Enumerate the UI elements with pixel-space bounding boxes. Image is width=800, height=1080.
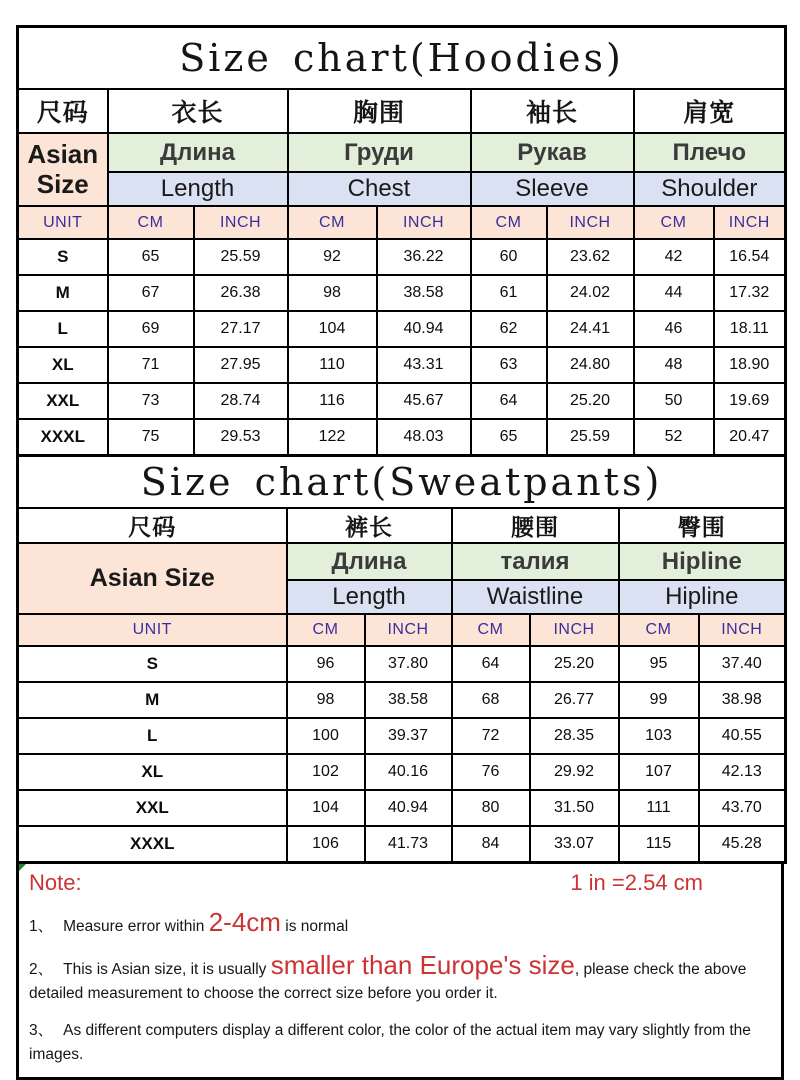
data-cell: 42.13 — [699, 754, 786, 790]
size-chart-page — [16, 25, 784, 1080]
corner-marker-icon — [19, 864, 26, 871]
data-cell: 48.03 — [377, 419, 471, 456]
data-cell: 24.41 — [547, 311, 634, 347]
size-cell: XXXL — [18, 419, 108, 456]
unit-cm-header: CM — [287, 614, 365, 646]
note-item-text: This is Asian size, it is usually — [63, 961, 271, 979]
data-cell: 122 — [288, 419, 377, 456]
data-cell: 25.20 — [530, 646, 619, 682]
data-cell: 25.59 — [547, 419, 634, 456]
column-header-sleeve-en: Sleeve — [471, 172, 634, 206]
column-header-chest-cn: 胸围 — [288, 89, 471, 133]
data-cell: 38.58 — [377, 275, 471, 311]
data-cell: 31.50 — [530, 790, 619, 826]
data-cell: 39.37 — [365, 718, 452, 754]
data-cell: 25.59 — [194, 239, 288, 275]
column-header-length-ru: Длина — [108, 133, 288, 172]
data-cell: 100 — [287, 718, 365, 754]
data-cell: 62 — [471, 311, 547, 347]
column-header-sleeve-cn: 袖长 — [471, 89, 634, 133]
data-cell: 96 — [287, 646, 365, 682]
unit-cm-header: CM — [634, 206, 714, 239]
column-header-shoulder-en: Shoulder — [634, 172, 786, 206]
data-cell: 23.62 — [547, 239, 634, 275]
data-cell: 98 — [288, 275, 377, 311]
data-cell: 60 — [471, 239, 547, 275]
column-header-pantslength-cn: 裤长 — [287, 508, 452, 543]
data-cell: 116 — [288, 383, 377, 419]
note-item-1 — [29, 909, 771, 939]
inch-cm-conversion: 1 in =2.54 cm — [570, 870, 703, 895]
unit-inch-header: INCH — [194, 206, 288, 239]
column-header-chest-ru: Груди — [288, 133, 471, 172]
table-row — [18, 790, 786, 826]
data-cell: 67 — [108, 275, 194, 311]
note-item-text: Measure error within — [63, 918, 209, 935]
note-item-text: As different computers display a different color, the color of the actual item may vary slightly from the images. — [29, 1022, 751, 1064]
note-title: Note: — [29, 870, 82, 895]
data-cell: 115 — [619, 826, 699, 863]
note-item-number: 1、 — [29, 918, 54, 935]
table-row — [18, 718, 786, 754]
data-cell: 37.80 — [365, 646, 452, 682]
note-item-text: , please check the above detailed measurement to choose the correct size before you order it. — [29, 961, 747, 1003]
note-item-highlight: 2-4cm — [208, 907, 281, 937]
data-cell: 75 — [108, 419, 194, 456]
note-item-number: 2、 — [29, 961, 54, 979]
data-cell: 64 — [471, 383, 547, 419]
data-cell: 26.77 — [530, 682, 619, 718]
data-cell: 38.98 — [699, 682, 786, 718]
column-header-hip-cn: 臀围 — [619, 508, 786, 543]
data-cell: 38.58 — [365, 682, 452, 718]
column-header-shoulder-cn: 肩宽 — [634, 89, 786, 133]
data-cell: 92 — [288, 239, 377, 275]
data-cell: 16.54 — [714, 239, 786, 275]
data-cell: 65 — [471, 419, 547, 456]
column-header-shoulder-ru: Плечо — [634, 133, 786, 172]
data-cell: 104 — [288, 311, 377, 347]
data-cell: 111 — [619, 790, 699, 826]
data-cell: 102 — [287, 754, 365, 790]
size-cell: M — [18, 275, 108, 311]
column-header-length-cn: 衣长 — [108, 89, 288, 133]
data-cell: 52 — [634, 419, 714, 456]
hoodies-size-table — [16, 25, 787, 457]
column-header-length-en: Length — [287, 580, 452, 614]
data-cell: 36.22 — [377, 239, 471, 275]
data-cell: 46 — [634, 311, 714, 347]
column-header-waistline-en: Waistline — [452, 580, 619, 614]
column-header-sleeve-ru: Рукав — [471, 133, 634, 172]
unit-header: UNIT — [18, 614, 287, 646]
data-cell: 65 — [108, 239, 194, 275]
data-cell: 48 — [634, 347, 714, 383]
column-header-hipline-en: Hipline — [619, 580, 786, 614]
data-cell: 29.92 — [530, 754, 619, 790]
data-cell: 41.73 — [365, 826, 452, 863]
data-cell: 95 — [619, 646, 699, 682]
data-cell: 40.94 — [365, 790, 452, 826]
data-cell: 71 — [108, 347, 194, 383]
size-cell: M — [18, 682, 287, 718]
size-cell: XXL — [18, 383, 108, 419]
column-header-length-en: Length — [108, 172, 288, 206]
data-cell: 37.40 — [699, 646, 786, 682]
table-row — [18, 754, 786, 790]
note-item-text: is normal — [280, 918, 349, 935]
data-cell: 40.16 — [365, 754, 452, 790]
size-cell: S — [18, 239, 108, 275]
data-cell: 28.35 — [530, 718, 619, 754]
data-cell: 64 — [452, 646, 530, 682]
sweatpants-table-title: Size chart(Sweatpants) — [18, 456, 786, 509]
data-cell: 26.38 — [194, 275, 288, 311]
data-cell: 29.53 — [194, 419, 288, 456]
note-box — [16, 861, 784, 1080]
data-cell: 107 — [619, 754, 699, 790]
data-cell: 104 — [287, 790, 365, 826]
data-cell: 103 — [619, 718, 699, 754]
column-header-waist-ru: талия — [452, 543, 619, 580]
size-cell: L — [18, 718, 287, 754]
asian-size-label: Asian Size — [18, 133, 108, 206]
data-cell: 106 — [287, 826, 365, 863]
table-row — [18, 275, 786, 311]
column-header-waist-cn: 腰围 — [452, 508, 619, 543]
note-item-number: 3、 — [29, 1022, 54, 1040]
table-row — [18, 347, 786, 383]
unit-cm-header: CM — [619, 614, 699, 646]
note-item-3 — [29, 1019, 771, 1067]
table-row — [18, 682, 786, 718]
table-row — [18, 239, 786, 275]
size-cell: XXXL — [18, 826, 287, 863]
unit-inch-header: INCH — [365, 614, 452, 646]
table-row — [18, 383, 786, 419]
data-cell: 27.95 — [194, 347, 288, 383]
size-cell: XXL — [18, 790, 287, 826]
data-cell: 19.69 — [714, 383, 786, 419]
data-cell: 84 — [452, 826, 530, 863]
data-cell: 18.11 — [714, 311, 786, 347]
column-header-size-cn: 尺码 — [18, 89, 108, 133]
data-cell: 72 — [452, 718, 530, 754]
data-cell: 43.31 — [377, 347, 471, 383]
data-cell: 69 — [108, 311, 194, 347]
hoodies-table-title: Size chart(Hoodies) — [18, 27, 786, 90]
data-cell: 28.74 — [194, 383, 288, 419]
table-row — [18, 646, 786, 682]
data-cell: 44 — [634, 275, 714, 311]
data-cell: 45.67 — [377, 383, 471, 419]
column-header-chest-en: Chest — [288, 172, 471, 206]
data-cell: 73 — [108, 383, 194, 419]
data-cell: 24.80 — [547, 347, 634, 383]
unit-inch-header: INCH — [547, 206, 634, 239]
data-cell: 25.20 — [547, 383, 634, 419]
data-cell: 45.28 — [699, 826, 786, 863]
column-header-size-cn: 尺码 — [18, 508, 287, 543]
data-cell: 50 — [634, 383, 714, 419]
unit-inch-header: INCH — [530, 614, 619, 646]
unit-inch-header: INCH — [699, 614, 786, 646]
size-cell: XL — [18, 347, 108, 383]
table-row — [18, 826, 786, 863]
column-header-hipline-ru: Hipline — [619, 543, 786, 580]
data-cell: 98 — [287, 682, 365, 718]
data-cell: 80 — [452, 790, 530, 826]
data-cell: 20.47 — [714, 419, 786, 456]
table-row — [18, 419, 786, 456]
data-cell: 40.94 — [377, 311, 471, 347]
data-cell: 17.32 — [714, 275, 786, 311]
data-cell: 42 — [634, 239, 714, 275]
note-item-highlight: smaller than Europe's size — [270, 950, 575, 981]
data-cell: 99 — [619, 682, 699, 718]
data-cell: 40.55 — [699, 718, 786, 754]
size-cell: L — [18, 311, 108, 347]
unit-inch-header: INCH — [377, 206, 471, 239]
table-row — [18, 311, 786, 347]
data-cell: 18.90 — [714, 347, 786, 383]
unit-header: UNIT — [18, 206, 108, 239]
unit-cm-header: CM — [471, 206, 547, 239]
note-header — [29, 870, 771, 896]
data-cell: 33.07 — [530, 826, 619, 863]
asian-size-label: Asian Size — [18, 543, 287, 614]
data-cell: 76 — [452, 754, 530, 790]
note-item-2 — [29, 952, 771, 1006]
data-cell: 43.70 — [699, 790, 786, 826]
data-cell: 68 — [452, 682, 530, 718]
data-cell: 27.17 — [194, 311, 288, 347]
data-cell: 61 — [471, 275, 547, 311]
unit-inch-header: INCH — [714, 206, 786, 239]
size-cell: S — [18, 646, 287, 682]
unit-cm-header: CM — [452, 614, 530, 646]
column-header-length-ru: Длина — [287, 543, 452, 580]
sweatpants-size-table — [16, 454, 787, 864]
data-cell: 110 — [288, 347, 377, 383]
size-cell: XL — [18, 754, 287, 790]
data-cell: 63 — [471, 347, 547, 383]
data-cell: 24.02 — [547, 275, 634, 311]
unit-cm-header: CM — [108, 206, 194, 239]
unit-cm-header: CM — [288, 206, 377, 239]
